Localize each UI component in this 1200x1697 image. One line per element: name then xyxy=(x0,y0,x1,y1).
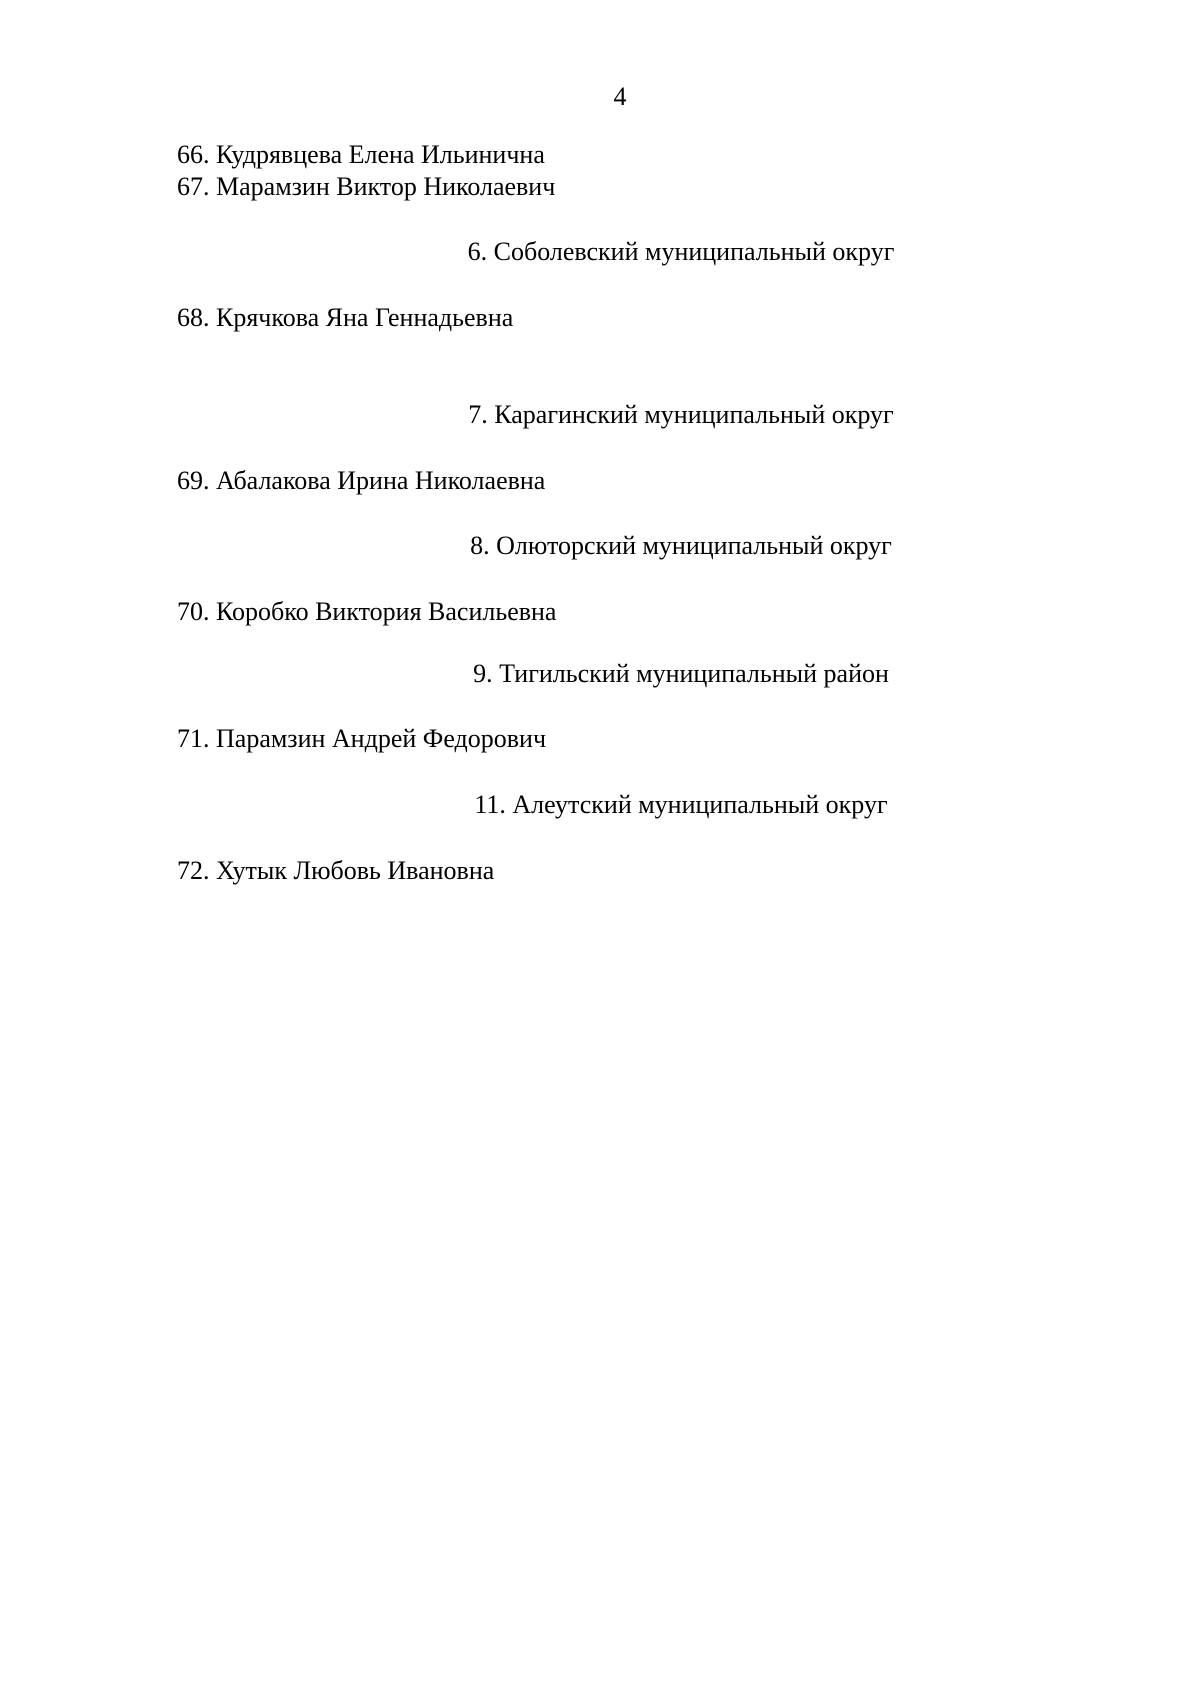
section-heading: 7. Карагинский муниципальный округ xyxy=(468,400,894,429)
list-item: 71. Парамзин Андрей Федорович xyxy=(177,724,547,753)
section-heading: 6. Соболевский муниципальный округ xyxy=(467,237,895,266)
section-heading: 9. Тигильский муниципальный район xyxy=(473,659,889,688)
list-item: 67. Марамзин Виктор Николаевич xyxy=(177,172,556,201)
list-item: 68. Крячкова Яна Геннадьевна xyxy=(177,303,514,332)
list-item: 70. Коробко Виктория Васильевна xyxy=(177,597,557,626)
section-heading: 8. Олюторский муниципальный округ xyxy=(470,531,892,560)
section-heading: 11. Алеутский муниципальный округ xyxy=(474,790,888,819)
list-item: 69. Абалакова Ирина Николаевна xyxy=(177,466,546,495)
page-number: 4 xyxy=(613,82,627,111)
list-item: 72. Хутык Любовь Ивановна xyxy=(177,856,495,885)
list-item: 66. Кудрявцева Елена Ильинична xyxy=(177,140,545,169)
